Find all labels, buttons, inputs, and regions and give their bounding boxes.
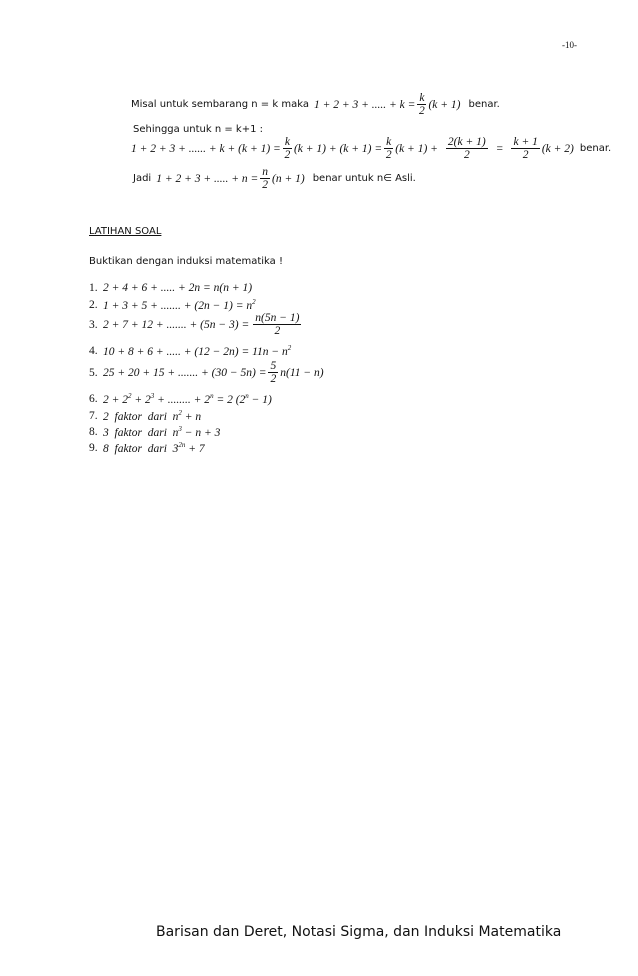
exercise-item-1 [89, 282, 252, 294]
item-formula [103, 425, 220, 439]
section-heading: LATIHAN SOAL [89, 226, 162, 237]
proof-line-4 [133, 166, 416, 191]
proof-line-3-c: (k + 1) + [395, 142, 438, 155]
proof-line-1-formula: 1 + 2 + 3 + ..... + k = [313, 98, 416, 111]
formula-part: 3 faktor dari n [103, 426, 179, 439]
proof-line-4-tail: (n + 1) [272, 172, 305, 185]
fraction-numerator: n [262, 166, 269, 178]
fraction-denominator: 2 [419, 105, 425, 117]
exercise-item-6 [89, 392, 272, 406]
proof-line-4-formula: 1 + 2 + 3 + ..... + n = [156, 172, 259, 185]
formula-part: 1 + 3 + 5 + ....... + (2n − 1) = n [103, 299, 253, 312]
proof-line-3 [131, 136, 611, 161]
exponent: 2 [178, 409, 182, 417]
proof-line-1 [131, 92, 500, 117]
formula-part: = 2 (2 [213, 393, 246, 406]
exponent: n [245, 392, 249, 400]
item-formula [103, 441, 205, 455]
formula-part: + 7 [185, 442, 205, 455]
item-number: 5. [89, 366, 98, 379]
formula-part: − 1) [248, 393, 272, 406]
item-number: 3. [89, 318, 98, 331]
proof-line-3-fraction-4 [511, 136, 539, 161]
exercise-item-5 [89, 360, 324, 385]
formula-part: + ........ + 2 [154, 393, 211, 406]
proof-line-3-d: (k + 2) [541, 142, 574, 155]
page-number: -10- [562, 40, 577, 50]
formula-part: + 2 [131, 393, 151, 406]
fraction-numerator: n(5n − 1) [255, 312, 300, 324]
formula-part: 8 faktor dari 3 [103, 442, 179, 455]
proof-line-1-prefix: Misal untuk sembarang n = k maka [131, 99, 309, 110]
exercise-item-3 [89, 312, 303, 337]
item-formula: 25 + 20 + 15 + ....... + (30 − 5n) = [103, 366, 267, 379]
proof-line-3-fraction-3 [446, 136, 488, 161]
fraction-denominator: 2 [270, 373, 277, 385]
fraction-denominator: 2 [522, 149, 529, 161]
exponent: n [210, 392, 214, 400]
fraction-numerator: 5 [270, 360, 277, 372]
formula-part: 2 + 2 [103, 393, 129, 406]
exponent: 2 [128, 392, 132, 400]
fraction-denominator: 2 [262, 179, 269, 191]
item-number: 8. [89, 425, 98, 438]
formula-part: + n [181, 410, 202, 423]
item-formula [103, 409, 201, 423]
item-number: 4. [89, 344, 98, 357]
proof-line-3-equals: = [495, 142, 504, 155]
item-number: 2. [89, 298, 98, 311]
fraction-numerator: k [419, 92, 425, 104]
proof-line-4-fraction [260, 166, 270, 191]
fraction-denominator: 2 [284, 149, 291, 161]
exponent: 2n [178, 441, 186, 449]
item-formula: 2 + 4 + 6 + ..... + 2n = n(n + 1) [103, 282, 253, 294]
exercise-item-2 [89, 298, 256, 312]
exponent: 3 [150, 392, 155, 400]
item-formula: 2 + 7 + 12 + ....... + (5n − 3) = [103, 318, 250, 331]
proof-line-1-fraction [417, 92, 426, 117]
exponent: 2 [252, 298, 256, 306]
proof-line-1-suffix: benar. [468, 99, 500, 110]
item-formula [103, 392, 272, 406]
fraction-numerator: k + 1 [513, 136, 538, 148]
item-number: 1. [89, 282, 98, 294]
fraction-numerator: k [386, 136, 392, 148]
fraction-denominator: 2 [463, 149, 470, 161]
exercise-item-9 [89, 441, 205, 455]
formula-part: 10 + 8 + 6 + ..... + (12 − 2n) = 11n − n [103, 345, 288, 358]
proof-line-3-fraction-1 [283, 136, 292, 161]
item-formula [103, 344, 291, 358]
formula-part: 2 faktor dari n [103, 410, 179, 423]
exponent: 2 [287, 344, 292, 352]
proof-line-4-suffix: benar untuk n∈ Asli. [312, 173, 416, 184]
fraction-denominator: 2 [274, 325, 281, 337]
proof-line-2: Sehingga untuk n = k+1 : [133, 124, 264, 135]
proof-line-3-fraction-2 [384, 136, 393, 161]
item-number: 9. [89, 441, 98, 454]
exponent: 3 [178, 425, 182, 433]
item-number: 6. [89, 392, 98, 405]
item-formula-tail: n(11 − n) [280, 366, 324, 379]
proof-line-3-suffix: benar. [579, 143, 612, 154]
proof-line-1-tail: (k + 1) [428, 98, 461, 111]
exercise-item-4 [89, 344, 291, 358]
exercise-item-7 [89, 409, 201, 423]
exercise-item-8 [89, 425, 220, 439]
item-number: 7. [89, 409, 98, 422]
footer-title: Barisan dan Deret, Notasi Sigma, dan Induksi Matematika [156, 924, 562, 940]
instruction-text: Buktikan dengan induksi matematika ! [89, 256, 283, 267]
proof-line-3-a: 1 + 2 + 3 + ...... + k + (k + 1) = [131, 142, 281, 155]
item-fraction [268, 360, 278, 385]
proof-line-3-b: (k + 1) + (k + 1) = [293, 142, 383, 155]
formula-part: − n + 3 [181, 426, 221, 439]
fraction-numerator: 2(k + 1) [447, 136, 486, 148]
item-formula [103, 298, 256, 312]
item-fraction [253, 312, 301, 337]
proof-line-4-prefix: Jadi [133, 173, 152, 184]
fraction-denominator: 2 [385, 149, 392, 161]
fraction-numerator: k [284, 136, 290, 148]
